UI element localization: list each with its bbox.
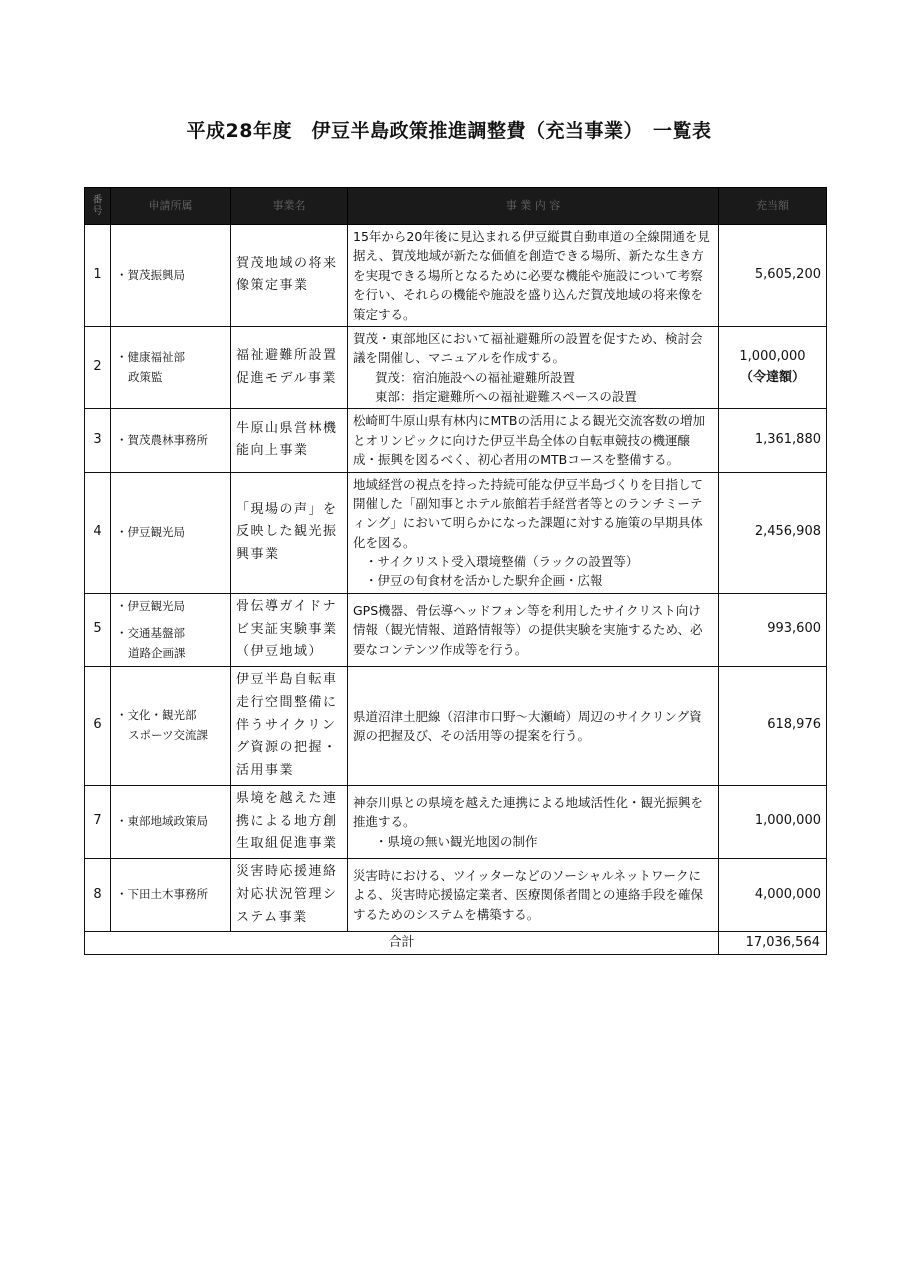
- content-item: 東部：指定避難所への福祉避難スペースの設置: [375, 389, 637, 404]
- content-item: ・伊豆の旬食材を活かした駅弁企画・広報: [365, 573, 603, 589]
- row-office: [111, 409, 231, 472]
- row-amount: [719, 472, 827, 593]
- table-row: [85, 472, 827, 593]
- header-name: 事業名: [231, 188, 348, 225]
- header-office: 申請所属: [111, 188, 231, 225]
- amount-value: 993,600: [767, 621, 821, 637]
- office-line: ・健康福祉部: [116, 350, 185, 365]
- office-line: ・伊豆観光局: [116, 598, 185, 613]
- content-text: 15年から20年後に見込まれる伊豆縦貫自動車道の全線開通を見据え、賀茂地域が新たな価値を創造できる場所、新たな生き方を実現できる場所となるために必要な機能や施設について考察を行い、それらの機能や施設を盛り込んだ賀茂地域の将来像を策定する。: [353, 229, 710, 322]
- content-text: 地域経営の視点を持った持続可能な伊豆半島づくりを目指して開催した「副知事とホテル旅館若手経営者等とのランチミーティング」において明らかになった課題に対する施策の早期具体化を図る。: [353, 476, 704, 550]
- content-text: 賀茂・東部地区において福祉避難所の設置を促すため、検討会議を開催し、マニュアルを作成する。: [353, 330, 703, 366]
- amount-value: 1,361,880: [754, 432, 821, 448]
- row-content: [348, 225, 719, 327]
- amount-note: （令達額）: [739, 369, 805, 385]
- total-amount: 17,036,564: [719, 932, 827, 955]
- row-content: [348, 859, 719, 932]
- row-content: [348, 326, 719, 409]
- header-no: 番号: [85, 188, 111, 225]
- office-line: ・伊豆観光局: [116, 524, 185, 539]
- row-project-name: 賀茂地域の将来像策定事業: [231, 225, 348, 327]
- amount-value: 5,605,200: [754, 267, 821, 283]
- office-line: ・文化・観光部: [116, 708, 197, 723]
- office-line: スポーツ交流課: [128, 727, 209, 742]
- row-amount: [719, 409, 827, 472]
- table-row: [85, 409, 827, 472]
- office-line: ・賀茂振興局: [116, 267, 185, 282]
- row-amount: [719, 785, 827, 858]
- row-office: [111, 667, 231, 786]
- row-project-name: 福祉避難所設置促進モデル事業: [231, 326, 348, 409]
- table-row: [85, 859, 827, 932]
- office-line: ・下田土木事務所: [116, 887, 208, 902]
- row-office: [111, 472, 231, 593]
- row-office: [111, 859, 231, 932]
- row-project-name: 骨伝導ガイドナビ実証実験事業（伊豆地域）: [231, 593, 348, 666]
- row-number: 4: [85, 472, 111, 593]
- row-project-name: 牛原山県営林機能向上事業: [231, 409, 348, 472]
- row-number: 1: [85, 225, 111, 327]
- table-header-row: [85, 188, 827, 225]
- row-number: 7: [85, 785, 111, 858]
- office-line: ・東部地域政策局: [116, 814, 208, 829]
- row-content: [348, 409, 719, 472]
- amount-value: 4,000,000: [754, 886, 821, 902]
- content-item: 賀茂：宿泊施設への福祉避難所設置: [375, 369, 576, 385]
- row-amount: [719, 326, 827, 409]
- total-label: 合計: [85, 932, 719, 955]
- office-line: ・賀茂農林事務所: [116, 432, 208, 447]
- row-project-name: 「現場の声」を反映した観光振興事業: [231, 472, 348, 593]
- amount-value: 1,000,000: [754, 813, 821, 829]
- row-project-name: 伊豆半島自転車走行空間整備に伴うサイクリング資源の把握・活用事業: [231, 667, 348, 786]
- row-amount: [719, 859, 827, 932]
- row-office: [111, 225, 231, 327]
- content-item: ・サイクリスト受入環境整備（ラックの設置等）: [365, 554, 639, 569]
- row-number: 3: [85, 409, 111, 472]
- header-content: 事 業 内 容: [348, 188, 719, 225]
- row-project-name: 災害時応援連絡対応状況管理システム事業: [231, 859, 348, 932]
- content-text: 県道沼津土肥線（沼津市口野～大瀬崎）周辺のサイクリング資源の把握及び、その活用等の提案を行う。: [353, 708, 702, 743]
- table-row: [85, 225, 827, 327]
- content-text: 災害時における、ツイッターなどのソーシャルネットワークによる、災害時応援協定業者、医療関係者間との連絡手段を確保するためのシステムを構築する。: [353, 868, 704, 922]
- office-line: ・交通基盤部: [116, 626, 185, 641]
- row-content: [348, 593, 719, 666]
- row-project-name: 県境を越えた連携による地方創生取組促進事業: [231, 785, 348, 858]
- office-line: 政策監: [128, 369, 163, 384]
- content-item: ・県境の無い観光地図の制作: [375, 833, 538, 849]
- row-number: 5: [85, 593, 111, 666]
- table-row: [85, 667, 827, 786]
- amount-value: 2,456,908: [754, 524, 821, 540]
- table-row: [85, 785, 827, 858]
- row-number: 6: [85, 667, 111, 786]
- content-text: 神奈川県との県境を越えた連携による地域活性化・観光振興を推進する。: [353, 794, 704, 830]
- header-amount: 充当額: [719, 188, 827, 225]
- row-number: 2: [85, 326, 111, 409]
- row-amount: [719, 593, 827, 666]
- content-text: GPS機器、骨伝導ヘッドフォン等を利用したサイクリスト向け情報（観光情報、道路情報等）の提供実験を実施するため、必要なコンテンツ作成等を行う。: [353, 602, 703, 657]
- amount-value: 618,976: [767, 717, 821, 733]
- table-row: [85, 593, 827, 666]
- row-content: [348, 667, 719, 786]
- amount-value: 1,000,000: [739, 348, 806, 364]
- row-office: [111, 326, 231, 409]
- row-number: 8: [85, 859, 111, 932]
- table-row: [85, 326, 827, 409]
- content-text: 松崎町牛原山県有林内にMTBの活用による観光交流客数の増加とオリンピックに向けた伊豆半島全体の自転車競技の機運醸成・振興を図るべく、初心者用のMTBコースを整備する。: [353, 413, 705, 468]
- total-row: [85, 932, 827, 955]
- row-office: [111, 593, 231, 666]
- row-content: [348, 785, 719, 858]
- project-table: [84, 187, 827, 955]
- row-content: [348, 472, 719, 593]
- row-amount: [719, 225, 827, 327]
- office-line: 道路企画課: [128, 645, 186, 660]
- row-office: [111, 785, 231, 858]
- page-title: 平成28年度 伊豆半島政策推進調整費（充当事業） 一覧表: [186, 120, 712, 142]
- row-amount: [719, 667, 827, 786]
